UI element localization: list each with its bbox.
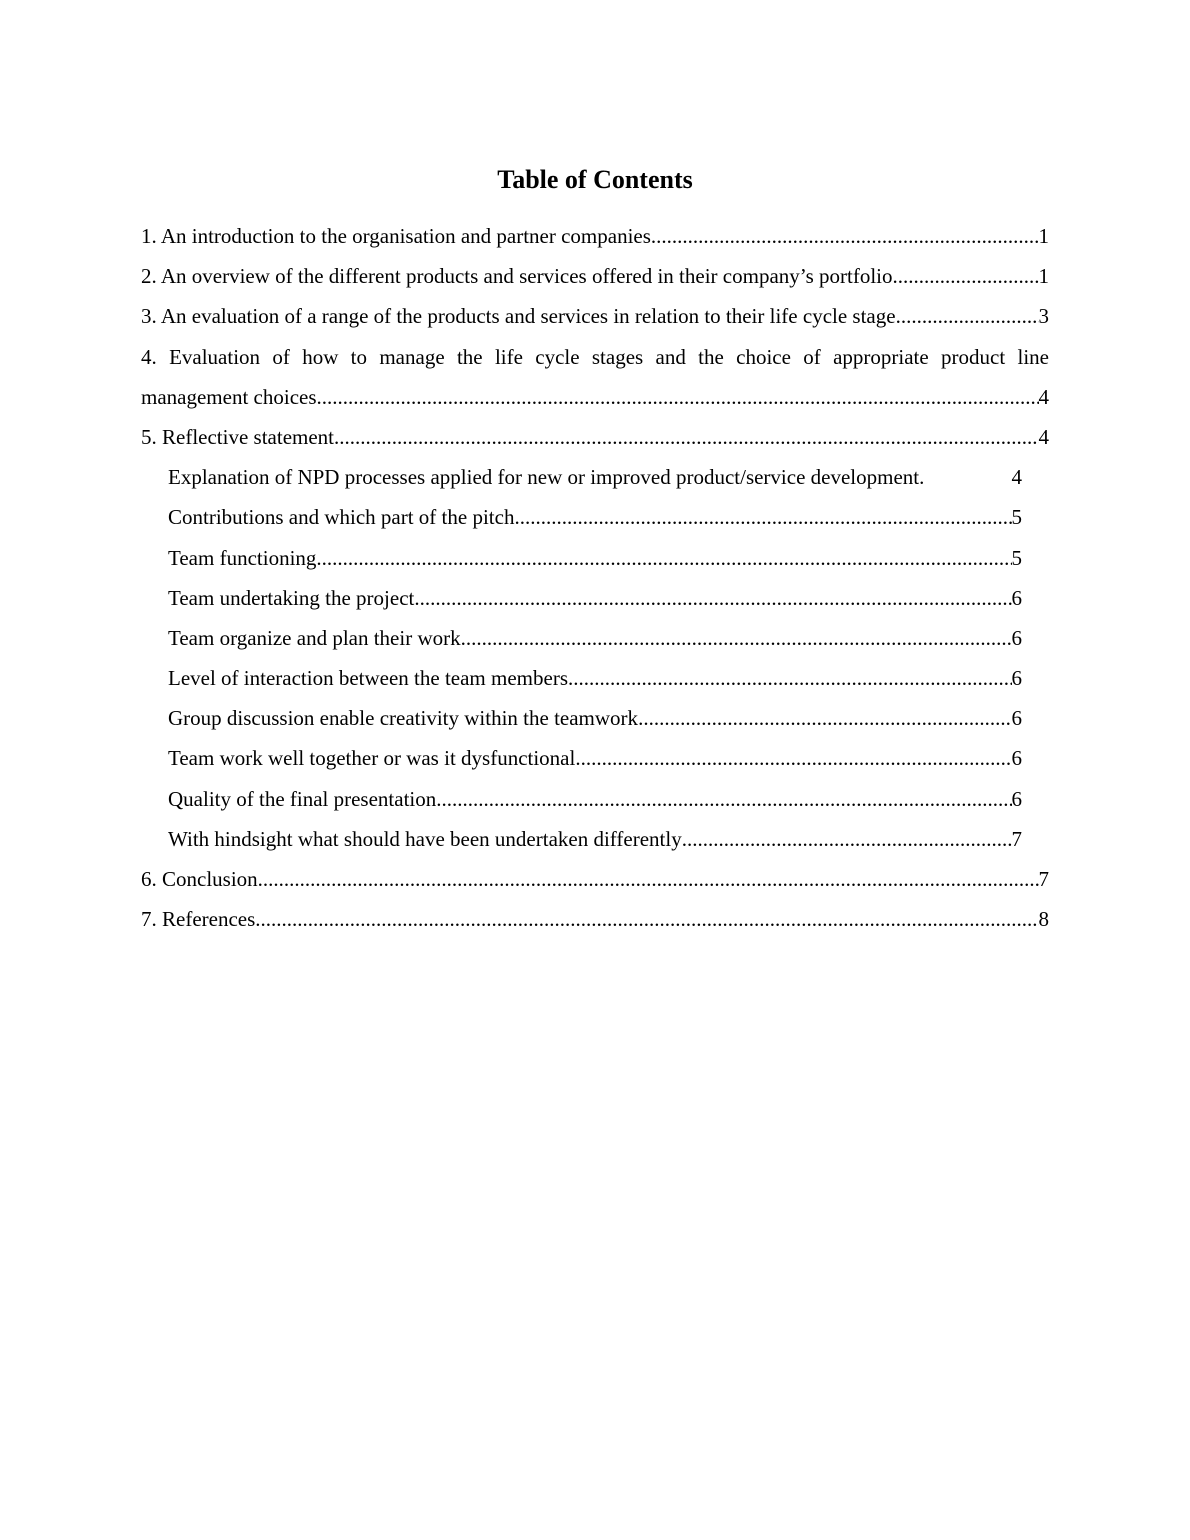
toc-entry-label: 5. Reflective statement: [141, 424, 335, 449]
toc-entry-references[interactable]: [141, 899, 1049, 939]
toc-dot-leader: [638, 698, 1011, 738]
toc-subentry-interaction[interactable]: [168, 658, 1022, 698]
toc-entry-label: 1. An introduction to the organisation and partner companies: [141, 224, 651, 248]
toc-dot-leader: [255, 899, 1038, 939]
toc-subentry-contributions[interactable]: [168, 497, 1022, 537]
toc-subentry-quality[interactable]: [168, 779, 1022, 819]
toc-entry-page: 5: [1011, 505, 1022, 530]
toc-dot-leader: [317, 377, 1039, 417]
toc-dot-leader: [436, 779, 1011, 819]
toc-entry-page: 5: [1011, 545, 1022, 570]
toc-entry-label: Group discussion enable creativity within the teamwork: [168, 706, 639, 731]
toc-subentry-npd-processes[interactable]: [168, 457, 1022, 497]
toc-entry-page: 3: [1038, 304, 1049, 329]
toc-entry-overview[interactable]: [141, 256, 1049, 296]
toc-entry-label: Team undertaking the project: [168, 585, 415, 610]
toc-dot-leader: [514, 497, 1011, 537]
toc-subentry-team-work[interactable]: [168, 738, 1022, 778]
toc-dot-leader: [682, 819, 1012, 859]
toc-list: [141, 216, 1049, 939]
toc-entry-page: 1: [1038, 224, 1049, 248]
toc-dot-leader: [893, 256, 1039, 296]
toc-entry-page: 4: [1011, 465, 1022, 490]
toc-entry-page: 8: [1038, 907, 1049, 932]
toc-entry-label: 7. References: [141, 907, 256, 932]
toc-dot-leader: [896, 296, 1039, 336]
toc-entry-reflective-statement[interactable]: [141, 417, 1049, 457]
toc-entry-label: With hindsight what should have been undertaken differently: [168, 826, 682, 851]
toc-subentry-team-functioning[interactable]: [168, 538, 1022, 578]
toc-entry-page: 4: [1038, 384, 1049, 409]
toc-entry-label: 3. An evaluation of a range of the products and services in relation to their life cycle stage: [141, 304, 896, 329]
toc-entry-conclusion[interactable]: [141, 859, 1049, 899]
toc-dot-leader: [575, 738, 1011, 778]
toc-entry-page: 6: [1011, 746, 1022, 771]
toc-dot-leader: [461, 618, 1012, 658]
toc-dot-leader: [334, 417, 1038, 457]
toc-dot-leader: [258, 859, 1039, 899]
toc-dot-leader: [316, 538, 1011, 578]
toc-entry-label: 6. Conclusion: [141, 867, 258, 891]
toc-dot-leader: [651, 216, 1039, 256]
toc-entry-label-continued: management choices: [141, 384, 317, 409]
toc-entry-label: Team functioning: [168, 545, 317, 570]
toc-entry-life-cycle-line2[interactable]: [141, 377, 1049, 417]
toc-subentry-group-discussion[interactable]: [168, 698, 1022, 738]
toc-entry-life-cycle-line1[interactable]: [141, 337, 1049, 377]
toc-entry-introduction[interactable]: [141, 216, 1049, 256]
toc-entry-page: 6: [1011, 666, 1022, 691]
toc-entry-page: 6: [1011, 585, 1022, 610]
toc-entry-page: 7: [1011, 826, 1022, 851]
toc-entry-page: 1: [1038, 264, 1049, 289]
toc-entry-evaluation[interactable]: [141, 296, 1049, 336]
toc-entry-label: 2. An overview of the different products and services offered in their company’s portfolio: [141, 264, 893, 289]
toc-entry-page: 6: [1011, 786, 1022, 811]
toc-entry-label: Explanation of NPD processes applied for new or improved product/service development.: [168, 465, 925, 490]
toc-dot-leader: [568, 658, 1012, 698]
toc-entry-label: Team organize and plan their work: [168, 625, 461, 650]
toc-entry-label: Level of interaction between the team members: [168, 666, 568, 691]
toc-dot-leader: [414, 578, 1011, 618]
toc-entry-page: 4: [1038, 424, 1049, 449]
toc-entry-page: 7: [1038, 867, 1049, 891]
toc-subentry-hindsight[interactable]: [168, 819, 1022, 859]
toc-entry-page: 6: [1011, 706, 1022, 731]
toc-subentry-team-undertaking[interactable]: [168, 578, 1022, 618]
toc-subentry-team-organize[interactable]: [168, 618, 1022, 658]
toc-entry-label: Contributions and which part of the pitch: [168, 505, 515, 530]
toc-entry-page: 6: [1011, 625, 1022, 650]
toc-entry-label: Team work well together or was it dysfunctional: [168, 746, 576, 771]
toc-title: Table of Contents: [497, 165, 693, 194]
toc-entry-label: Quality of the final presentation: [168, 786, 437, 811]
toc-entry-label: 4. Evaluation of how to manage the life cycle stages and the choice of appropriate product line: [141, 344, 1049, 369]
